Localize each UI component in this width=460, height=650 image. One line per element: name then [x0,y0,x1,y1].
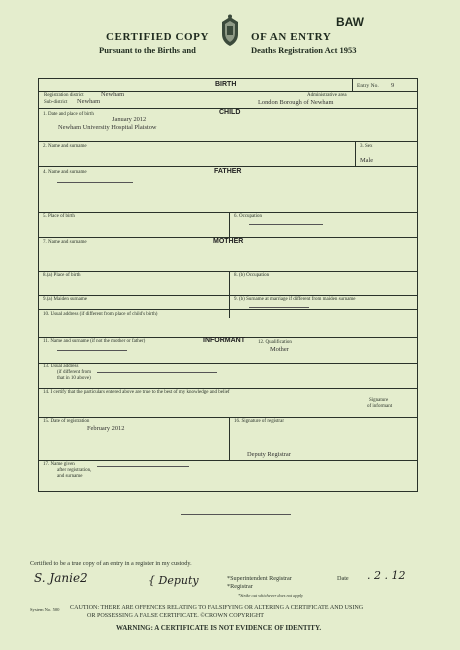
subdistrict-label: Sub-district [44,100,68,105]
field-4-label: 4. Name and surname [43,170,87,175]
informant-signature-label-2: of informant [367,404,393,409]
field-16-label: 16. Signature of registrar [234,419,284,424]
header-subtitle-left: Pursuant to the Births and [99,45,196,55]
admin-area-label: Administrative area [307,93,347,98]
header-subtitle-right: Deaths Registration Act 1953 [251,45,357,55]
district-label: Registration district [44,93,84,98]
form-title: BIRTH [215,81,237,88]
mother-heading: MOTHER [213,238,244,245]
field-1-label: 1. Date and place of birth [43,112,94,117]
field-12-label: 12. Qualification [258,340,292,345]
father-heading: FATHER [214,168,242,175]
field-5-label: 5. Place of birth [43,214,75,219]
field-7-label: 7. Name and surname [43,240,87,245]
system-number: System No. 500 [30,607,60,612]
entry-number-label: Entry No. [357,83,379,89]
blank-signature-line [181,514,291,515]
registrar-text: *Registrar [227,583,253,590]
field-9a-label: 9.(a) Maiden surname [43,297,88,302]
registration-date-value: February 2012 [87,425,125,432]
field-13-label-3: that in 10 above) [57,376,91,381]
header-title-left: CERTIFIED COPY [106,31,210,43]
field-2-label: 2. Name and surname [43,144,87,149]
field-11-label: 11. Name and surname (if not the mother or father) [43,339,146,344]
identity-warning: WARNING: A CERTIFICATE IS NOT EVIDENCE OF IDENTITY. [116,624,322,632]
field-13-label-1: 13. Usual address [43,364,79,369]
superintendent-registrar-text: *Superintendent Registrar [227,575,292,582]
sex-value: Male [360,157,374,164]
registrar-signature-value: Deputy Registrar [247,451,291,458]
caution-line-1: CAUTION: THERE ARE OFFENCES RELATING TO FALSIFYING OR ALTERING A CERTIFICATE AND USING [70,605,364,611]
informant-signature-label-1: Signature [369,398,389,403]
qualification-value: Mother [270,346,289,353]
child-heading: CHILD [219,109,241,116]
strike-out-note: *Strike out whichever does not apply [238,593,303,598]
field-17-label-2: after registration, [57,468,92,473]
field-8a-label: 8.(a) Place of birth [43,273,81,278]
field-14-label: 14. I certify that the particulars entered above are true to the best of my knowledge and belief [43,390,230,395]
header-title-right: OF AN ENTRY [251,31,332,43]
field-17-label-3: and surname [57,474,83,479]
custodian-signature: S. Janie2 [34,571,88,585]
field-9b-label: 9. (b) Surname at marriage if different from maiden surname [234,297,356,302]
subdistrict-value: Newham [77,98,101,105]
field-13-label-2: (if different from [57,370,92,375]
field-17-label-1: 17. Name given [43,462,75,467]
admin-area-value: London Borough of Newham [258,99,334,106]
informant-heading: INFORMANT [203,337,245,344]
birth-place-value: Newham University Hospital Plaistow [58,124,157,131]
birth-date-value: January 2012 [112,116,147,123]
district-value: Newham [101,91,125,98]
royal-crest-icon [217,14,243,48]
field-8b-label: 8. (b) Occupation [234,273,270,278]
deputy-handwritten: { Deputy [148,574,199,587]
certified-copy-text: Certified to be a true copy of an entry in a register in my custody. [30,560,192,567]
date-label: Date [337,575,349,582]
field-10-label: 10. Usual address (if different from place of child's birth) [43,312,158,317]
caution-line-2: OR POSSESSING A FALSE CERTIFICATE. ©CROWN COPYRIGHT [87,613,264,619]
field-15-label: 15. Date of registration [43,419,90,424]
field-3-label: 3. Sex [360,144,373,149]
field-6-label: 6. Occupation [234,214,263,219]
entry-number-value: 9 [391,82,395,89]
form-code: BAW [336,15,364,29]
birth-entry-form [38,78,418,492]
date-handwritten: . 2 . 12 [367,569,406,582]
